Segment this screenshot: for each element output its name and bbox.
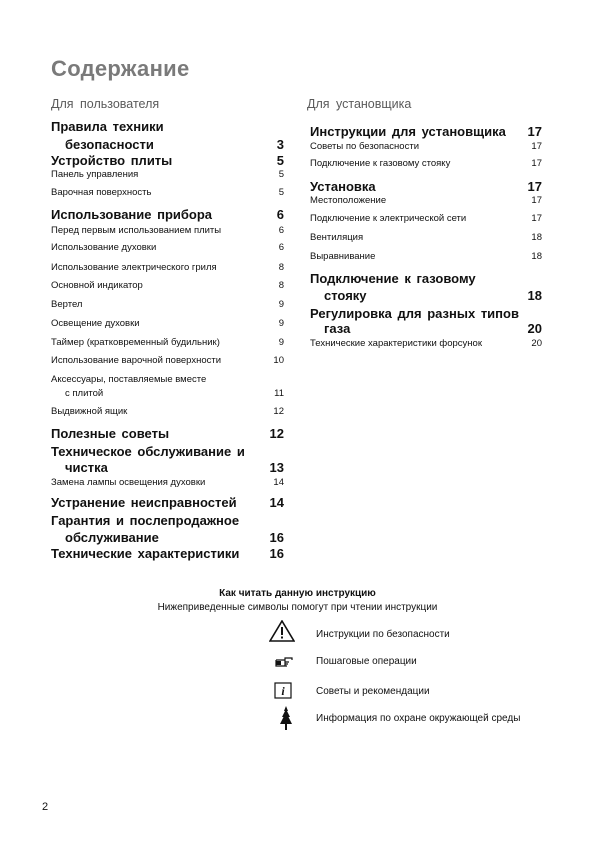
toc-entry-label: Установка — [310, 179, 376, 194]
toc-entry — [51, 337, 284, 353]
toc-entry-page: 6 — [278, 242, 284, 253]
toc-entry-label: Регулировка для разных типов — [310, 306, 519, 321]
toc-entry-label: Гарантия и послепродажное — [51, 513, 240, 528]
toc-entry-label: Основной индикатор — [51, 280, 143, 291]
toc-entry-page: 16 — [269, 530, 284, 545]
toc-entry-label: стояку — [324, 288, 367, 303]
right-column-heading: Для установщика — [307, 97, 412, 111]
toc-entry-label: Вентиляция — [310, 232, 364, 243]
toc-entry-label: Использование прибора — [51, 207, 213, 222]
toc-entry — [51, 406, 284, 422]
toc-entry — [51, 119, 284, 135]
toc-entry-page: 18 — [527, 288, 542, 303]
toc-entry-label: Подключение к газовому стояку — [310, 158, 451, 169]
toc-entry — [310, 321, 542, 337]
toc-entry-label: Правила техники — [51, 119, 164, 134]
toc-entry-label: Использование варочной поверхности — [51, 355, 222, 366]
toc-entry-label: Вертел — [51, 299, 83, 310]
toc-entry-page: 18 — [531, 232, 542, 243]
toc-entry — [310, 232, 542, 248]
toc-entry-page: 17 — [527, 179, 542, 194]
toc-entry-label: Советы по безопасности — [310, 141, 419, 152]
toc-entry-label: Таймер (кратковременный будильник) — [51, 337, 220, 348]
toc-entry-page: 5 — [276, 153, 284, 168]
toc-entry — [51, 225, 284, 241]
toc-entry-page: 11 — [274, 388, 284, 399]
toc-entry-page: 6 — [276, 207, 284, 222]
toc-entry-page: 5 — [278, 187, 284, 198]
toc-entry — [51, 546, 284, 562]
page-title: Содержание — [51, 56, 190, 81]
tree-icon — [279, 705, 293, 731]
toc-entry — [310, 195, 542, 211]
toc-entry-label: чистка — [65, 460, 108, 475]
toc-entry-label: Подключение к газовому — [310, 271, 476, 286]
toc-entry — [310, 251, 542, 267]
toc-entry-page: 14 — [269, 495, 284, 510]
toc-entry-page: 9 — [278, 318, 284, 329]
toc-entry — [51, 262, 284, 278]
toc-entry-page: 17 — [531, 213, 542, 224]
toc-entry — [310, 213, 542, 229]
toc-entry-page: 5 — [278, 169, 284, 180]
toc-entry — [51, 137, 284, 153]
toc-entry — [51, 187, 284, 203]
toc-entry — [51, 477, 284, 493]
toc-entry-label: Использование духовки — [51, 242, 157, 253]
toc-entry-page: 17 — [531, 195, 542, 206]
symbol-label-environment: Информация по охране окружающей среды — [316, 713, 521, 724]
toc-entry-label: Аксессуары, поставляемые вместе — [51, 374, 207, 385]
page-number: 2 — [42, 801, 49, 813]
toc-entry-label: Инструкции для установщика — [310, 124, 506, 139]
toc-entry-page: 9 — [278, 337, 284, 348]
symbol-label-safety: Инструкции по безопасности — [316, 629, 450, 640]
toc-entry-label: Выдвижной ящик — [51, 406, 128, 417]
toc-entry — [310, 141, 542, 157]
toc-entry — [51, 207, 284, 223]
how-to-read-title: Как читать данную инструкцию — [219, 588, 376, 599]
toc-entry — [51, 355, 284, 371]
toc-entry — [51, 318, 284, 334]
toc-entry-label: безопасности — [65, 137, 154, 152]
svg-text:i: i — [281, 684, 285, 698]
toc-entry-label: Технические характеристики — [51, 546, 240, 561]
toc-entry-label: Варочная поверхность — [51, 187, 152, 198]
toc-entry-page: 14 — [273, 477, 284, 488]
toc-entry-page: 8 — [278, 262, 284, 273]
left-column-heading: Для пользователя — [51, 97, 160, 111]
toc-entry — [310, 288, 542, 304]
toc-entry-label: Устройство плиты — [51, 153, 173, 168]
toc-entry-label: Перед первым использованием плиты — [51, 225, 222, 236]
toc-entry — [310, 124, 542, 140]
toc-entry-page: 9 — [278, 299, 284, 310]
toc-entry-page: 20 — [527, 321, 542, 336]
toc-entry-label: Полезные советы — [51, 426, 170, 441]
toc-entry-page: 17 — [531, 141, 542, 152]
toc-entry — [310, 338, 542, 354]
toc-entry — [51, 530, 284, 546]
toc-entry — [51, 460, 284, 476]
toc-entry-page: 3 — [276, 137, 284, 152]
toc-entry — [310, 271, 542, 287]
toc-entry-label: Выравнивание — [310, 251, 376, 262]
toc-entry-page: 6 — [278, 225, 284, 236]
toc-entry-label: Устранение неисправностей — [51, 495, 237, 510]
pointing-hand-icon — [275, 655, 293, 667]
toc-entry-page: 16 — [269, 546, 284, 561]
symbol-label-steps: Пошаговые операции — [316, 656, 417, 667]
toc-entry-page: 13 — [269, 460, 284, 475]
toc-entry-page: 10 — [273, 355, 284, 366]
toc-entry-page: 12 — [269, 426, 284, 441]
toc-entry — [310, 179, 542, 195]
toc-entry-label: Технические характеристики форсунок — [310, 338, 482, 349]
toc-entry-label: Местоположение — [310, 195, 387, 206]
toc-entry — [51, 444, 284, 460]
symbol-label-tips: Советы и рекомендации — [316, 686, 430, 697]
toc-entry — [310, 306, 542, 322]
toc-entry-label: Освещение духовки — [51, 318, 140, 329]
toc-entry-label: Использование электрического гриля — [51, 262, 217, 273]
how-to-read-subtitle: Нижеприведенные символы помогут при чтении инструкции — [157, 602, 438, 613]
toc-entry — [51, 513, 284, 529]
toc-entry — [51, 280, 284, 296]
toc-entry — [51, 169, 284, 185]
toc-entry — [51, 388, 284, 404]
toc-entry — [51, 153, 284, 169]
toc-entry-page: 17 — [527, 124, 542, 139]
toc-entry — [51, 299, 284, 315]
toc-entry-page: 17 — [531, 158, 542, 169]
toc-entry-label: Замена лампы освещения духовки — [51, 477, 206, 488]
toc-entry-page: 8 — [278, 280, 284, 291]
toc-entry-label: обслуживание — [65, 530, 159, 545]
toc-entry — [51, 495, 284, 511]
toc-entry — [51, 426, 284, 442]
toc-entry-label: Техническое обслуживание и — [51, 444, 245, 459]
toc-entry-label: Панель управления — [51, 169, 139, 180]
toc-entry — [51, 242, 284, 258]
toc-entry-page: 18 — [531, 251, 542, 262]
toc-entry-page: 12 — [273, 406, 284, 417]
toc-entry-label: газа — [324, 321, 351, 336]
toc-entry — [310, 158, 542, 174]
toc-entry-page: 20 — [531, 338, 542, 349]
info-box-icon — [274, 682, 292, 699]
toc-entry-label: с плитой — [65, 388, 104, 399]
toc-entry-label: Подключение к электрической сети — [310, 213, 467, 224]
warning-triangle-icon — [269, 620, 295, 642]
